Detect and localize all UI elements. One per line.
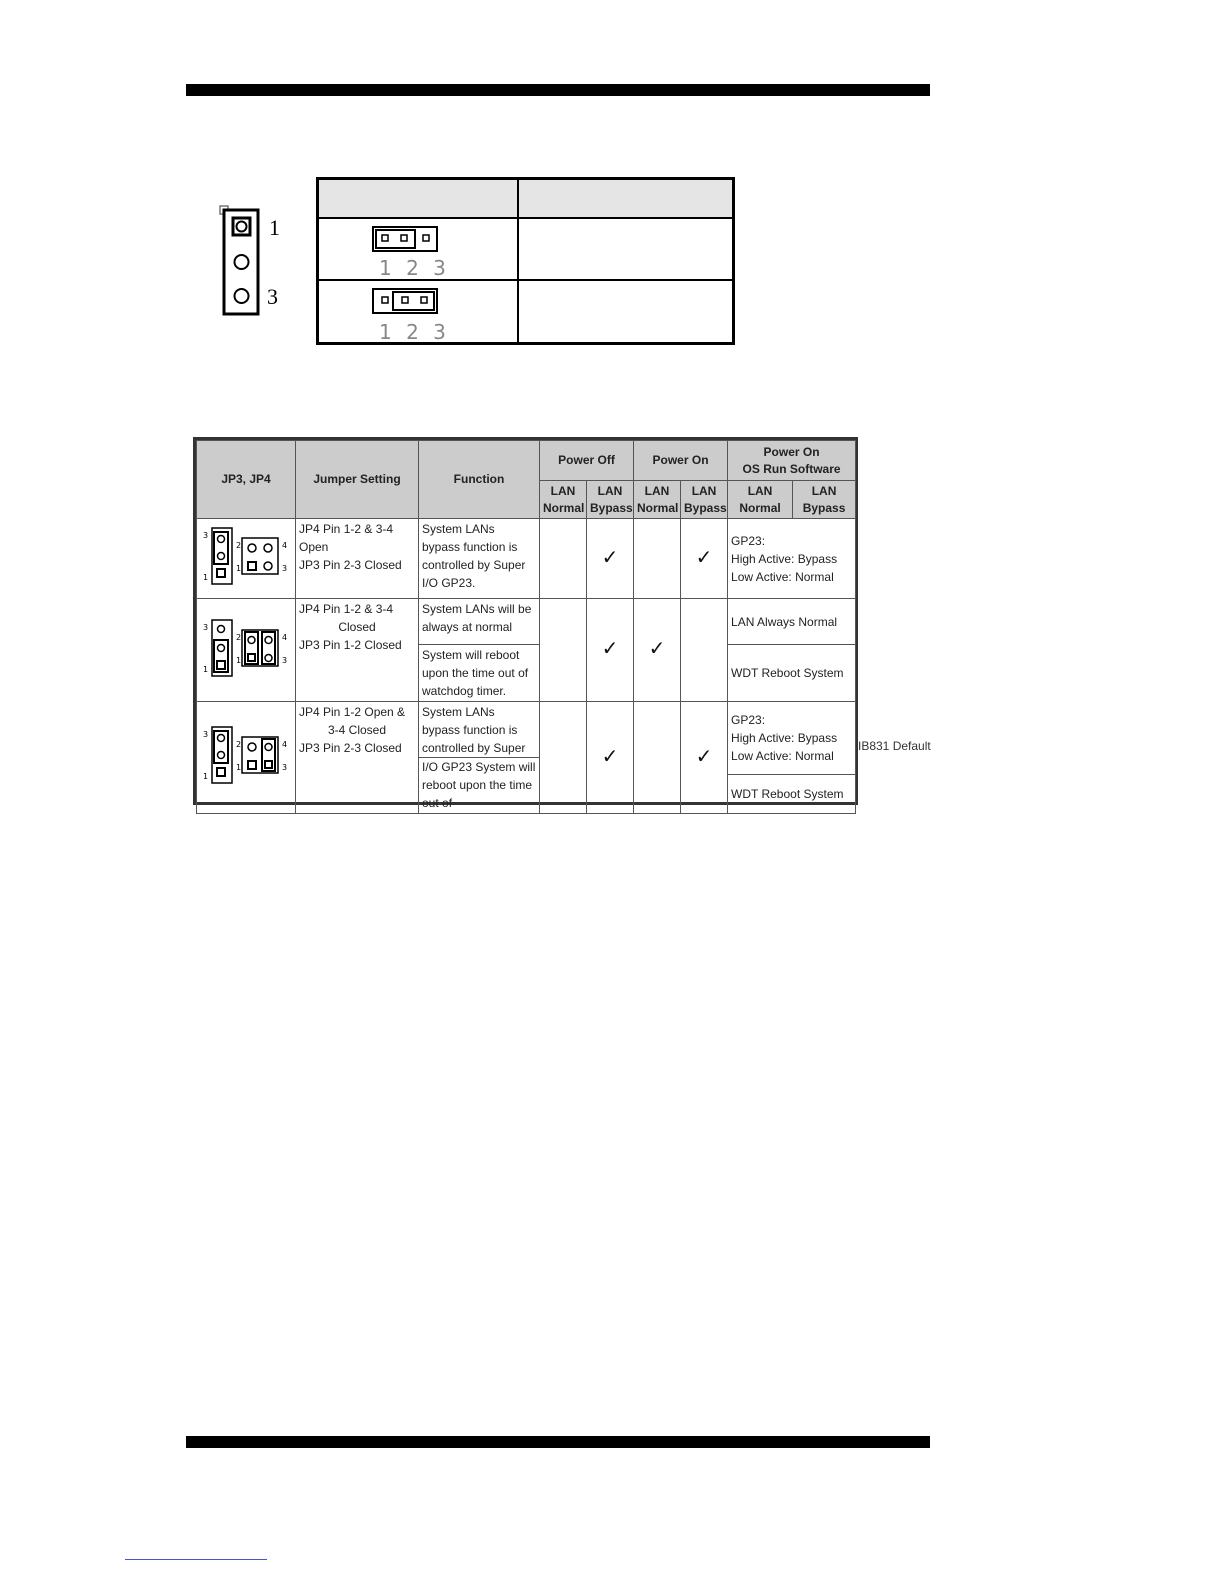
table-row — [197, 702, 856, 775]
jumper-table-header — [319, 180, 732, 219]
check-mark: ✓ — [648, 638, 666, 660]
os-run-header-line2: OS Run Software — [742, 461, 841, 476]
function-cell: System LANs bypass function is controlled by Super I/O GP23. — [419, 519, 540, 599]
svg-text:2: 2 — [236, 632, 242, 642]
setting-line: JP3 Pin 2-3 Closed — [299, 558, 402, 572]
os-run-line: High Active: Bypass — [731, 731, 838, 746]
sub-lan-bypass: LAN Bypass — [793, 481, 856, 519]
svg-text:1: 1 — [203, 772, 209, 781]
svg-text:2: 2 — [236, 541, 242, 550]
jumper-figure-cell — [197, 702, 296, 814]
power-off-bypass-cell — [587, 702, 634, 814]
check-mark: ✓ — [601, 745, 619, 768]
os-run-cell: WDT Reboot System — [728, 645, 856, 702]
setting-line: JP4 Pin 1-2 Open & — [299, 705, 406, 719]
os-run-line: High Active: Bypass — [731, 551, 838, 566]
jumper-1-2-closed-diagram — [371, 225, 450, 280]
setting-line: JP4 Pin 1-2 & 3-4 — [299, 602, 394, 616]
check-mark: ✓ — [695, 745, 713, 768]
default-note: IB831 Default — [858, 739, 931, 753]
os-run-header-line1: Power On — [763, 444, 820, 459]
svg-text:3: 3 — [203, 622, 209, 632]
sub-lan-bypass: LAN Bypass — [587, 481, 634, 519]
pin-label-3: 3 — [267, 284, 278, 309]
power-on-normal-cell — [634, 702, 681, 814]
jumper-setting-table — [316, 177, 735, 345]
power-on-bypass-cell — [681, 519, 728, 599]
power-on-normal-cell — [634, 519, 681, 599]
col-function-header: Function — [419, 441, 540, 519]
setting-line: JP3 Pin 2-3 Closed — [299, 741, 402, 755]
bottom-link-underline — [125, 1559, 267, 1560]
power-off-bypass-cell — [587, 599, 634, 702]
svg-text:3: 3 — [282, 763, 288, 772]
svg-text:1: 1 — [236, 655, 242, 665]
jumper-2-3-closed-diagram — [371, 287, 450, 344]
setting-line: 3-4 Closed — [327, 723, 387, 737]
sub-lan-bypass: LAN Bypass — [681, 481, 728, 519]
table-row — [197, 599, 856, 645]
jumper-header-diagram — [219, 205, 289, 320]
power-off-normal-cell — [540, 599, 587, 702]
os-run-line: Low Active: Normal — [731, 749, 834, 764]
jp3-jp4-diagram-row1 — [200, 526, 290, 586]
jumper-table-divider — [517, 180, 519, 342]
os-run-line: Low Active: Normal — [731, 569, 834, 584]
setting-line: Closed — [338, 620, 376, 634]
check-mark: ✓ — [601, 546, 619, 569]
col-power-off-header: Power Off — [540, 441, 634, 481]
function-cell: System will reboot upon the time out of watchdog timer. — [419, 645, 540, 702]
col-power-on-header: Power On — [634, 441, 728, 481]
svg-text:1: 1 — [236, 564, 242, 573]
col-jumper-header: Jumper Setting — [296, 441, 419, 519]
jumper-table-row-2 — [319, 279, 732, 343]
col-os-run-header — [728, 441, 856, 481]
jp3-jp4-diagram-row3 — [200, 725, 290, 785]
os-run-line: GP23: — [731, 713, 766, 728]
function-cell — [419, 702, 540, 814]
svg-text:3: 3 — [203, 531, 209, 540]
jumper-table-row-1 — [319, 217, 732, 281]
col-jp-header: JP3, JP4 — [197, 441, 296, 519]
power-off-normal-cell — [540, 702, 587, 814]
os-run-line: GP23: — [731, 533, 766, 548]
function-line: I/O GP23 System will reboot upon the time out of — [419, 757, 539, 812]
setting-line: Open — [299, 540, 329, 554]
check-mark: ✓ — [601, 638, 619, 660]
setting-line: JP4 Pin 1-2 & 3-4 — [299, 522, 394, 536]
function-cell: System LANs will be always at normal — [419, 599, 540, 645]
svg-text:3: 3 — [282, 655, 288, 665]
jumper-setting-cell — [296, 702, 419, 814]
power-off-normal-cell — [540, 519, 587, 599]
lan-bypass-table — [193, 437, 858, 810]
jumper-figure-cell — [197, 519, 296, 599]
sub-lan-normal: LAN Normal — [540, 481, 587, 519]
os-run-cell — [728, 702, 856, 775]
power-on-normal-cell — [634, 599, 681, 702]
svg-text:2: 2 — [236, 740, 242, 749]
function-line: System LANs bypass function is controlled by Super — [422, 705, 526, 755]
svg-text:1: 1 — [203, 664, 209, 674]
power-on-bypass-cell — [681, 702, 728, 814]
jumper-setting-cell — [296, 599, 419, 702]
table-row — [197, 519, 856, 599]
os-run-cell: WDT Reboot System — [728, 775, 856, 814]
pin-label-1: 1 — [269, 215, 280, 240]
sub-lan-normal: LAN Normal — [634, 481, 681, 519]
jumper-setting-cell — [296, 519, 419, 599]
svg-text:1: 1 — [203, 573, 209, 582]
svg-text:4: 4 — [282, 740, 288, 749]
check-mark: ✓ — [695, 546, 713, 569]
os-run-cell: LAN Always Normal — [728, 599, 856, 645]
os-run-cell — [728, 519, 856, 599]
bottom-rule — [186, 1436, 930, 1448]
power-off-bypass-cell — [587, 519, 634, 599]
svg-text:3: 3 — [282, 564, 288, 573]
svg-text:4: 4 — [282, 541, 288, 550]
setting-line: JP3 Pin 1-2 Closed — [299, 638, 402, 652]
jumper-figure-cell — [197, 599, 296, 702]
top-rule — [186, 84, 930, 96]
svg-text:1: 1 — [236, 763, 242, 772]
jp3-jp4-diagram-row2 — [200, 618, 290, 678]
svg-text:4: 4 — [282, 632, 288, 642]
jumper-1-pins-label: 1 2 3 — [379, 256, 450, 280]
power-on-bypass-cell — [681, 599, 728, 702]
svg-text:3: 3 — [203, 730, 209, 739]
sub-lan-normal: LAN Normal — [728, 481, 793, 519]
jumper-2-pins-label: 1 2 3 — [379, 320, 450, 344]
